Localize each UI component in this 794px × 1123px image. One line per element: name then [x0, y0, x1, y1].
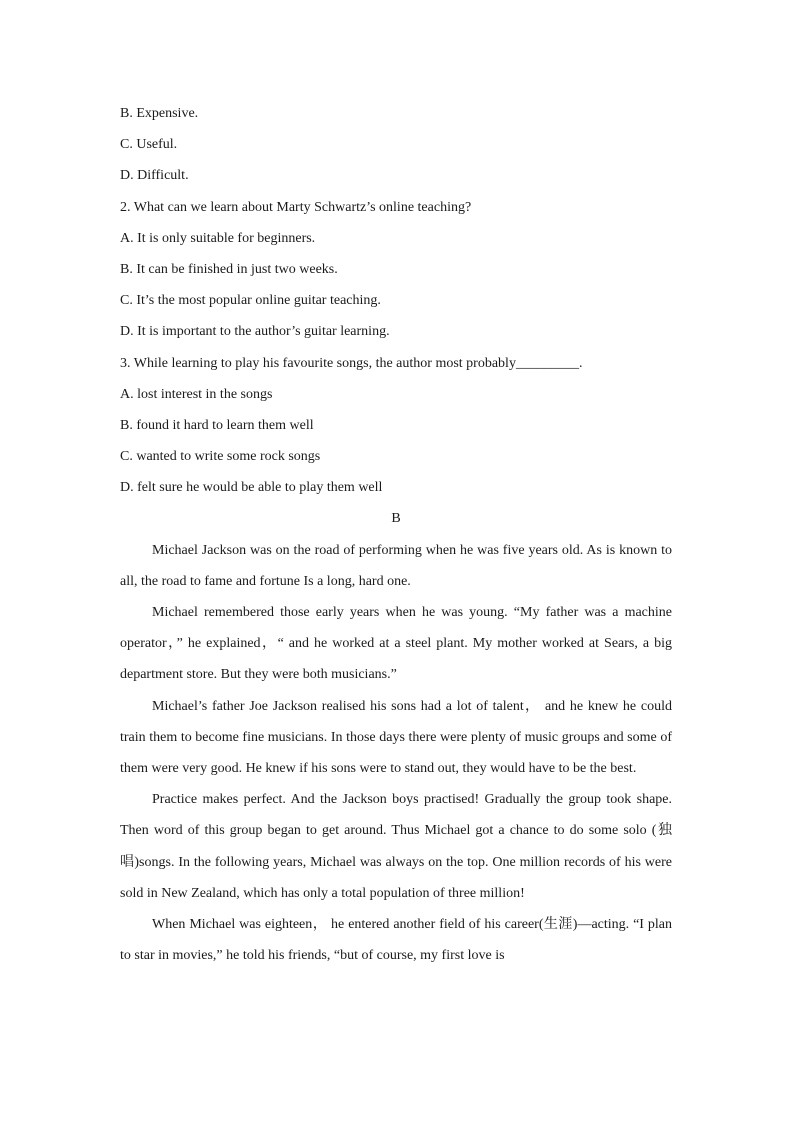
passage-paragraph-1: Michael Jackson was on the road of performing when he was five years old. As is known to all, the road to fame and fortune Is a long, hard one. [120, 542, 672, 589]
q2-option-c: C. It’s the most popular online guitar teaching. [120, 293, 381, 309]
q2-option-d: D. It is important to the author’s guitar learning. [120, 324, 390, 340]
passage-paragraph-5: When Michael was eighteen， he entered another field of his career(生涯)—acting. “I plan to star in movies,” he told his friends, “but of course, my first love is [120, 917, 672, 964]
q2-option-a: A. It is only suitable for beginners. [120, 230, 316, 246]
q2-question: 2. What can we learn about Marty Schwartz’s online teaching? [120, 199, 472, 215]
q3-option-b: B. found it hard to learn them well [120, 417, 314, 433]
passage-paragraph-2: Michael remembered those early years when he was young. “My father was a machine operator，” he explained，“ and he worked at a steel plant. My mother worked at Sears, a big department store. But they were both musicians.” [120, 605, 672, 683]
q3-question: 3. While learning to play his favourite songs, the author most probably_________. [120, 355, 583, 371]
q1-option-d: D. Difficult. [120, 168, 189, 184]
passage-paragraph-4: Practice makes perfect. And the Jackson boys practised! Gradually the group took shape. Then word of this group began to get around. Thus Michael got a chance to do some solo (独唱)songs. In the following years, Michael was always on the top. One million records of his were sold in New Zealand, which has only a total population of three million! [120, 792, 672, 901]
section-b-title: B [391, 511, 401, 527]
q3-option-c: C. wanted to write some rock songs [120, 449, 321, 465]
q2-option-b: B. It can be finished in just two weeks. [120, 261, 338, 277]
q3-option-d: D. felt sure he would be able to play them well [120, 480, 383, 496]
document-content [120, 98, 672, 971]
q1-option-c: C. Useful. [120, 137, 178, 153]
q3-option-a: A. lost interest in the songs [120, 386, 273, 402]
passage-paragraph-3: Michael’s father Joe Jackson realised his sons had a lot of talent， and he knew he could train them to become fine musicians. In those days there were plenty of music groups and some of them were very good. He knew if his sons were to stand out, they would have to be the best. [120, 698, 672, 777]
q1-option-b: B. Expensive. [120, 106, 199, 121]
